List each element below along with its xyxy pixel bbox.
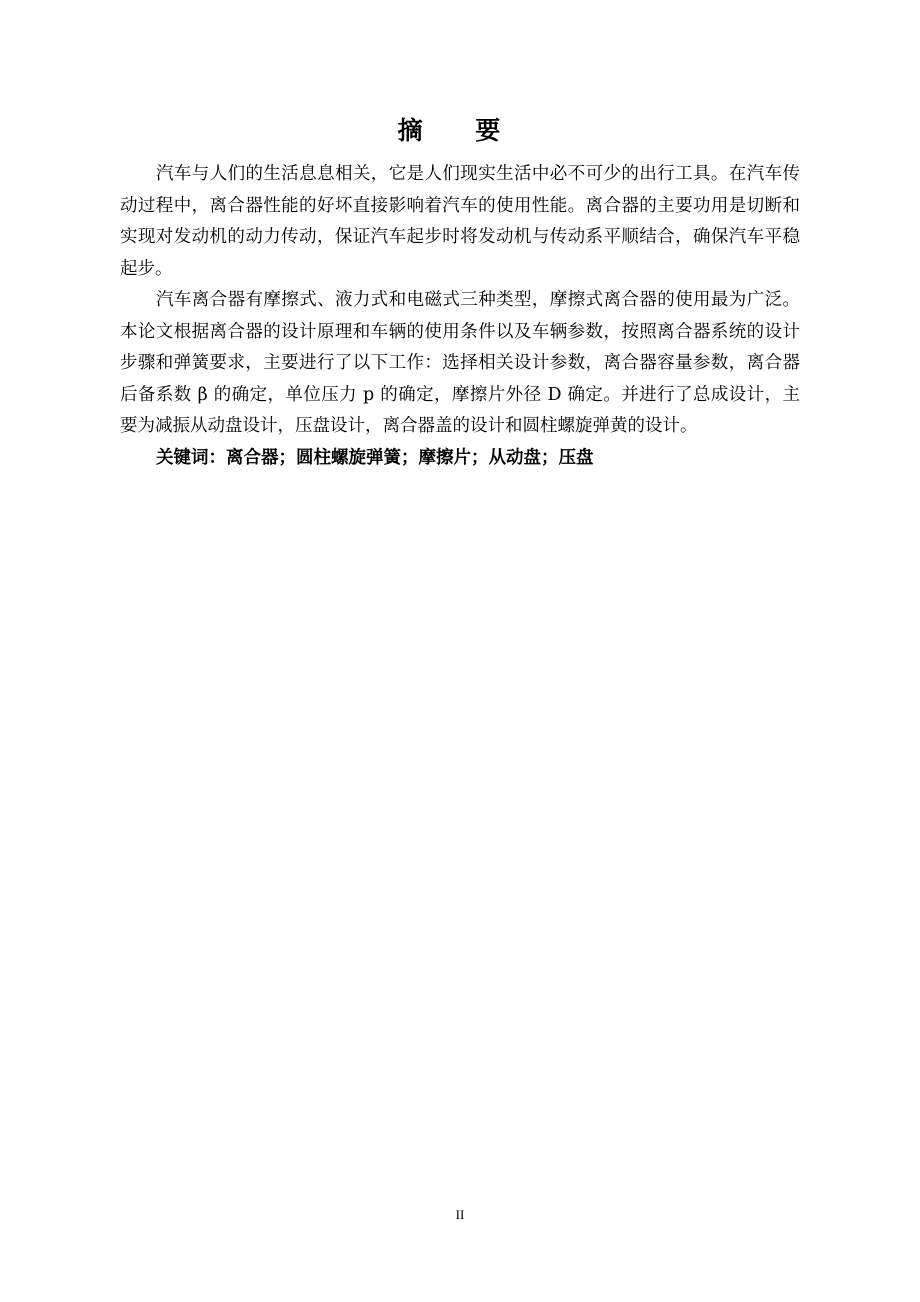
abstract-body xyxy=(120,159,800,474)
page-number: II xyxy=(455,1207,465,1222)
abstract-paragraph-1: 汽车与人们的生活息息相关，它是人们现实生活中必不可少的出行工具。在汽车传动过程中，离合器性能的好坏直接影响着汽车的使用性能。离合器的主要功用是切断和实现对发动机的动力传动，保证汽车起步时将发动机与传动系平顺结合，确保汽车平稳起步。 xyxy=(120,164,800,279)
abstract-paragraph-2: 汽车离合器有摩擦式、液力式和电磁式三种类型，摩擦式离合器的使用最为广泛。本论文根据离合器的设计原理和车辆的使用条件以及车辆参数，按照离合器系统的设计步骤和弹簧要求，主要进行了以下工作：选择相关设计参数，离合器容量参数，离合器后备系数 β 的确定，单位压力 p 的确定，摩擦片外径 D 确定。并进行了总成设计，主要为减振从动盘设计，压盘设计，离合器盖的设计和圆柱螺旋弹黄的设计。 xyxy=(120,290,800,436)
abstract-title: 摘 要 xyxy=(397,116,523,145)
keywords-line: 关键词：离合器；圆柱螺旋弹簧；摩擦片；从动盘；压盘 xyxy=(156,447,594,468)
